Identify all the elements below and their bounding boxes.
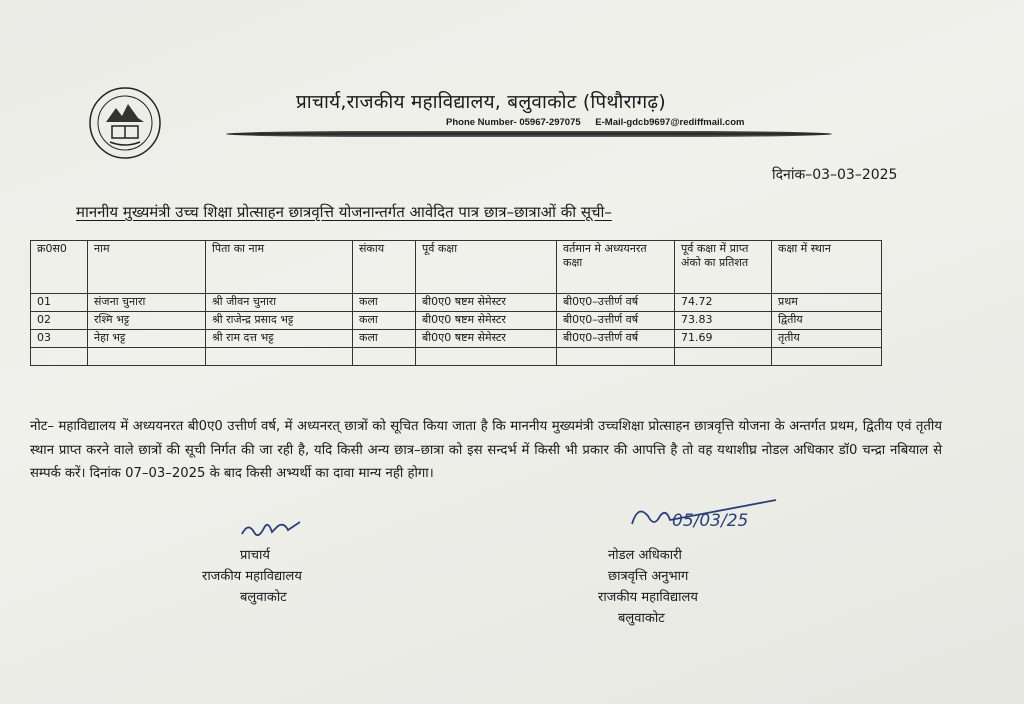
cell: बी0ए0–उत्तीर्ण वर्ष	[557, 330, 675, 348]
column-header: संकाय	[353, 241, 416, 294]
cell: बी0ए0–उत्तीर्ण वर्ष	[557, 294, 675, 312]
cell	[772, 348, 882, 366]
cell: 74.72	[675, 294, 772, 312]
signatory-institution: राजकीय महाविद्यालय	[598, 590, 698, 605]
cell: 02	[31, 312, 88, 330]
cell: द्वितीय	[772, 312, 882, 330]
table-row	[31, 312, 882, 330]
cell	[675, 348, 772, 366]
cell: श्री जीवन चुनारा	[206, 294, 353, 312]
cell: श्री राम दत्त भट्ट	[206, 330, 353, 348]
phone-number: Phone Number- 05967-297075	[446, 117, 581, 128]
column-header: नाम	[88, 241, 206, 294]
cell: बी0ए0–उत्तीर्ण वर्ष	[557, 312, 675, 330]
table-row-empty	[31, 348, 882, 366]
document-date: दिनांक–03–03–2025	[772, 167, 898, 183]
signatory-institution: राजकीय महाविद्यालय	[202, 569, 302, 584]
handwritten-date: 05/03/25	[672, 511, 749, 531]
notice-paragraph: नोट– महाविद्यालय में अध्ययनरत बी0ए0 उत्तीर्ण वर्ष, में अध्यनरत् छात्रों को सूचित किया जाता है कि माननीय मुख्यमंत्री उच्चशिक्षा प्रोत्साहन छात्रवृत्ति योजना के अन्तर्गत प्रथम, द्वितीय एवं तृतीय स्थान प्राप्त करने वाले छात्रों की सूची निर्गत की जा रही है, यदि किसी अन्य छात्र–छात्रा को इस सन्दर्भ में किसी भी प्रकार की आपत्ति है तो वह यथाशीघ्र नोडल अधिकार डॉ0 चन्द्रा नबियाल से सम्पर्क करें। दिनांक 07–03–2025 के बाद किसी अभ्यर्थी का दावा मान्य नही होगा।	[30, 419, 942, 481]
document-subject: माननीय मुख्यमंत्री उच्च शिक्षा प्रोत्साहन छात्रवृत्ति योजनान्तर्गत आवेदित पात्र छात्र–छात्राओं की सूची–	[76, 203, 612, 221]
cell: प्रथम	[772, 294, 882, 312]
cell: संजना चुनारा	[88, 294, 206, 312]
cell	[416, 348, 557, 366]
cell: 01	[31, 294, 88, 312]
signatory-location: बलुवाकोट	[618, 611, 665, 626]
principal-signature-block	[202, 545, 302, 608]
principal-signature-icon	[238, 516, 308, 546]
cell	[31, 348, 88, 366]
cell	[206, 348, 353, 366]
column-header: पिता का नाम	[206, 241, 353, 294]
header-divider	[226, 131, 832, 137]
signatory-title: प्राचार्य	[240, 548, 270, 563]
signatory-title: नोडल अधिकारी	[608, 548, 682, 563]
cell: तृतीय	[772, 330, 882, 348]
column-header: क्र0स0	[31, 241, 88, 294]
cell: 03	[31, 330, 88, 348]
cell	[353, 348, 416, 366]
cell: कला	[353, 294, 416, 312]
nodal-officer-signature-block	[598, 545, 698, 629]
table-row	[31, 294, 882, 312]
table-row	[31, 330, 882, 348]
signatory-department: छात्रवृत्ति अनुभाग	[608, 569, 689, 584]
college-title: प्राचार्य,राजकीय महाविद्यालय, बलुवाकोट (पिथौरागढ़)	[296, 91, 666, 113]
college-emblem-icon	[88, 86, 162, 160]
cell: 71.69	[675, 330, 772, 348]
cell: श्री राजेन्द्र प्रसाद भट्ट	[206, 312, 353, 330]
nodal-officer-signature-icon	[626, 494, 786, 540]
cell	[88, 348, 206, 366]
cell: कला	[353, 330, 416, 348]
column-header: पूर्व कक्षा में प्राप्त अंको का प्रतिशत	[675, 241, 772, 294]
column-header: कक्षा में स्थान	[772, 241, 882, 294]
cell: 73.83	[675, 312, 772, 330]
table-header-row	[31, 241, 882, 294]
email-address: E-Mail-gdcb9697@rediffmail.com	[595, 117, 745, 128]
column-header: पूर्व कक्षा	[416, 241, 557, 294]
cell: रश्मि भट्ट	[88, 312, 206, 330]
student-list-table	[30, 240, 882, 366]
column-header: वर्तमान मे अध्ययनरत कक्षा	[557, 241, 675, 294]
cell: बी0ए0 षष्टम सेमेस्टर	[416, 312, 557, 330]
cell: कला	[353, 312, 416, 330]
contact-line	[446, 117, 756, 128]
signatory-location: बलुवाकोट	[240, 590, 287, 605]
cell: बी0ए0 षष्टम सेमेस्टर	[416, 294, 557, 312]
cell	[557, 348, 675, 366]
cell: बी0ए0 षष्टम सेमेस्टर	[416, 330, 557, 348]
cell: नेहा भट्ट	[88, 330, 206, 348]
